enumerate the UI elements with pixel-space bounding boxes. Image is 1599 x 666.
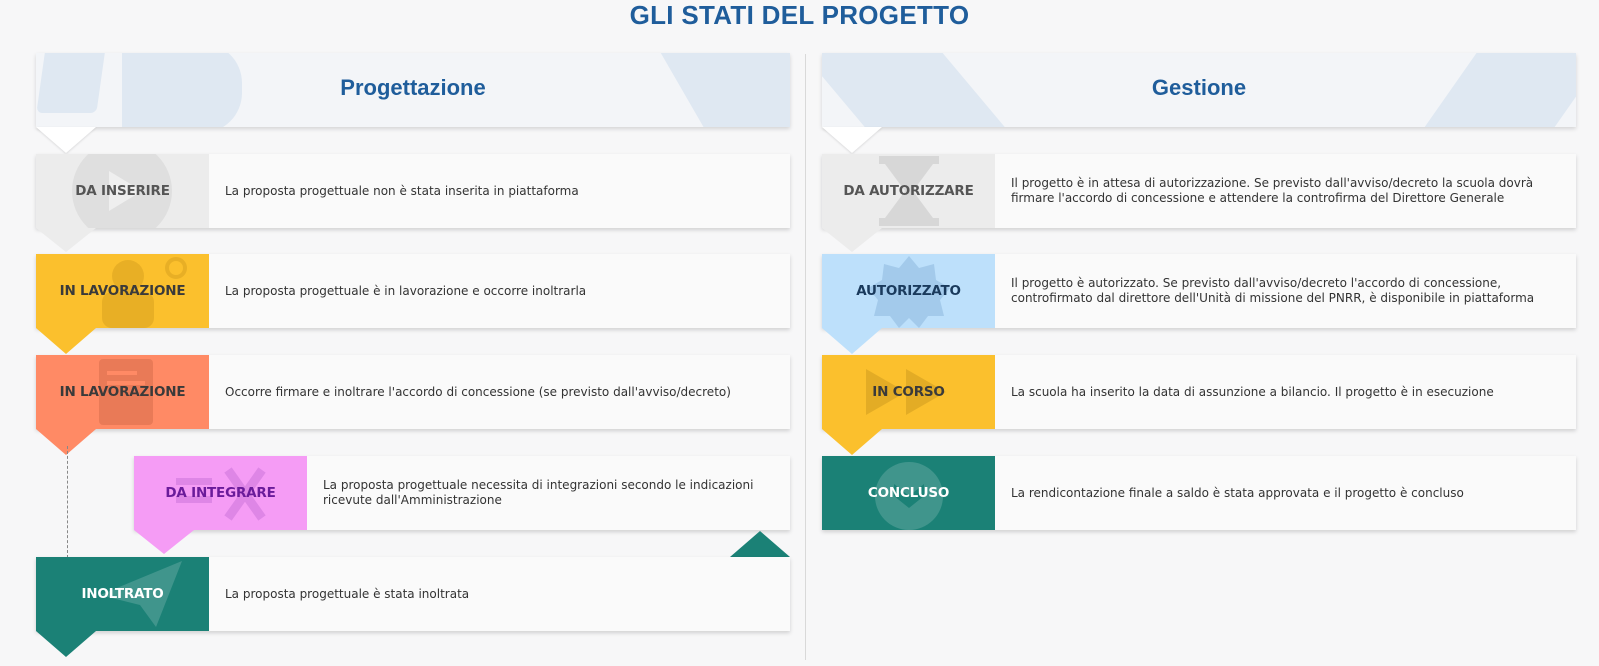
state-badge bbox=[36, 355, 209, 429]
state-badge bbox=[36, 557, 209, 631]
state-label: CONCLUSO bbox=[867, 485, 950, 501]
state-card-in-lavorazione-firma bbox=[36, 355, 790, 429]
state-card-in-lavorazione bbox=[36, 254, 790, 328]
state-card-da-inserire bbox=[36, 154, 790, 228]
state-card-autorizzato bbox=[822, 254, 1576, 328]
flow-arrow bbox=[822, 328, 882, 354]
state-card-in-corso bbox=[822, 355, 1576, 429]
column-header-gestione bbox=[822, 53, 1576, 127]
state-label: IN CORSO bbox=[872, 384, 945, 400]
flow-arrow bbox=[36, 328, 96, 354]
state-badge bbox=[822, 154, 995, 228]
flow-arrow bbox=[822, 127, 882, 153]
state-badge bbox=[134, 456, 307, 530]
flow-arrow bbox=[134, 530, 194, 554]
state-card-da-integrare bbox=[134, 456, 790, 530]
state-label: AUTORIZZATO bbox=[856, 283, 961, 299]
state-description: La proposta progettuale è stata inoltrata bbox=[225, 586, 470, 601]
state-card-da-autorizzare bbox=[822, 154, 1576, 228]
state-badge bbox=[822, 355, 995, 429]
state-description: Occorre firmare e inoltrare l'accordo di concessione (se previsto dall'avviso/decreto) bbox=[225, 384, 731, 399]
state-badge bbox=[822, 254, 995, 328]
flow-arrow bbox=[822, 429, 882, 455]
state-card-concluso bbox=[822, 456, 1576, 530]
state-label: IN LAVORAZIONE bbox=[59, 283, 186, 299]
state-description: La scuola ha inserito la data di assunzione a bilancio. Il progetto è in esecuzione bbox=[1011, 384, 1494, 399]
page-title: GLI STATI DEL PROGETTO bbox=[629, 0, 970, 30]
state-label: DA AUTORIZZARE bbox=[843, 183, 974, 199]
state-badge bbox=[822, 456, 995, 530]
state-badge bbox=[36, 154, 209, 228]
column-heading: Progettazione bbox=[340, 75, 486, 100]
state-description: La proposta progettuale è in lavorazione e occorre inoltrarla bbox=[225, 283, 587, 298]
state-label: IN LAVORAZIONE bbox=[59, 384, 186, 400]
flow-arrow bbox=[822, 228, 882, 252]
state-description: La proposta progettuale non è stata inserita in piattaforma bbox=[225, 183, 579, 198]
column-header-progettazione bbox=[36, 53, 790, 127]
state-label: DA INTEGRARE bbox=[165, 485, 276, 501]
state-description: La rendicontazione finale a saldo è stata approvata e il progetto è concluso bbox=[1011, 485, 1464, 500]
column-heading: Gestione bbox=[1151, 75, 1247, 100]
flow-connector bbox=[67, 446, 68, 558]
state-label: DA INSERIRE bbox=[75, 183, 170, 199]
flow-arrow bbox=[36, 429, 96, 455]
state-card-inoltrato bbox=[36, 557, 790, 631]
flow-arrow bbox=[36, 228, 96, 252]
state-description: Il progetto è autorizzato. Se previsto dall'avviso/decreto l'accordo di concessione, controfirmato dal direttore dell'Unità di missione del PNRR, è disponibile in piattaforma bbox=[1011, 276, 1535, 305]
return-arrow bbox=[730, 531, 790, 557]
flow-arrow bbox=[36, 127, 96, 153]
state-description: Il progetto è in attesa di autorizzazione. Se previsto dall'avviso/decreto la scuola dovrà firmare l'accordo di concessione e attendere la controfirma del Direttore Generale bbox=[1011, 176, 1534, 205]
column-divider bbox=[805, 54, 806, 660]
state-description: La proposta progettuale necessita di integrazioni secondo le indicazioni ricevute dall'Amministrazione bbox=[323, 478, 754, 507]
state-badge bbox=[36, 254, 209, 328]
flow-arrow bbox=[36, 631, 96, 657]
state-label: INOLTRATO bbox=[81, 586, 164, 602]
